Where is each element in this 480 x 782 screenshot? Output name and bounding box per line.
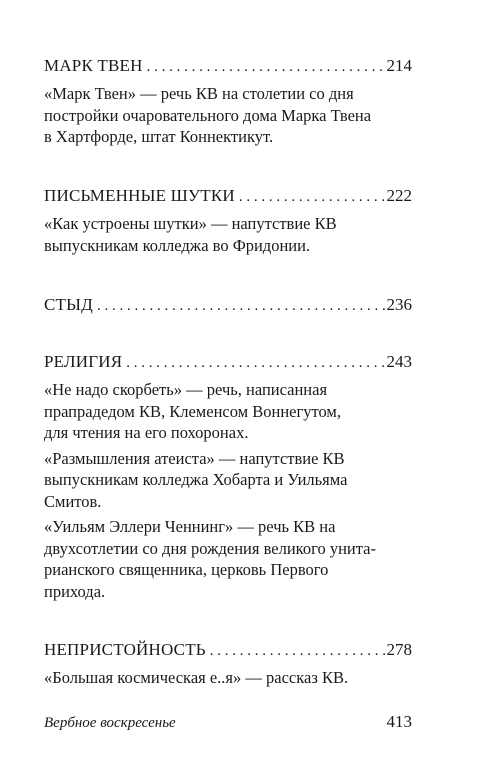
description-line: для чтения на его похоронах.: [44, 423, 249, 442]
toc-heading: [44, 352, 412, 372]
toc-description: [44, 667, 412, 689]
description-line: выпускникам колледжа Хобарта и Уильяма: [44, 470, 348, 489]
toc-page-number: 236: [386, 295, 412, 314]
toc-title: РЕЛИГИЯ: [44, 352, 123, 371]
dot-leader: [239, 187, 385, 207]
toc-description: [44, 379, 412, 602]
toc-title: НЕПРИСТОЙНОСТЬ: [44, 640, 206, 659]
description-line: «Не надо скорбеть» — речь, написанная: [44, 380, 328, 399]
description-line: «Уильям Эллери Ченнинг» — речь КВ на: [44, 517, 336, 536]
toc-description: [44, 213, 412, 256]
toc-heading: [44, 640, 412, 660]
description-line: Смитов.: [44, 491, 102, 511]
toc-page-number: 214: [386, 56, 412, 75]
toc-title: МАРК ТВЕН: [44, 56, 143, 75]
toc-title: ПИСЬМЕННЫЕ ШУТКИ: [44, 186, 235, 205]
toc-entry-shame: [44, 295, 412, 315]
running-title: Вербное воскресенье: [44, 715, 176, 731]
page-number: 413: [386, 712, 412, 731]
description-line: «Большая космическая е..я» — рассказ КВ.: [44, 668, 349, 687]
page-footer: [44, 712, 412, 732]
description-paragraph: [44, 516, 412, 602]
contents-page: [44, 0, 412, 782]
toc-page-number: 243: [386, 352, 412, 371]
toc-entry-religion: [44, 352, 412, 606]
description-line: выпускникам колледжа во Фридонии.: [44, 235, 311, 255]
toc-heading: [44, 56, 412, 76]
description-line: двухсотлетии со дня рождения великого унита-: [44, 538, 376, 558]
dot-leader: [126, 353, 384, 373]
description-line: постройки очаровательного дома Марка Твена: [44, 105, 372, 125]
description-paragraph: [44, 448, 412, 513]
description-paragraph: [44, 667, 412, 689]
description-paragraph: [44, 213, 412, 256]
description-line: прихода.: [44, 581, 106, 601]
toc-heading: [44, 186, 412, 206]
toc-page-number: 278: [386, 640, 412, 659]
description-line: «Как устроены шутки» — напутствие КВ: [44, 214, 337, 233]
toc-heading: [44, 295, 412, 315]
toc-description: [44, 83, 412, 148]
description-line: «Размышления атеиста» — напутствие КВ: [44, 448, 345, 468]
description-line: рианского священника, церковь Первого: [44, 560, 329, 579]
description-line: «Марк Твен» — речь КВ на столетии со дня: [44, 84, 354, 103]
toc-entry-written-jokes: [44, 186, 412, 260]
dot-leader: [97, 296, 385, 316]
toc-entry-mark-twain: [44, 56, 412, 152]
dot-leader: [147, 57, 385, 77]
description-paragraph: [44, 379, 412, 444]
toc-page-number: 222: [386, 186, 412, 205]
description-line: в Хартфорде, штат Коннектикут.: [44, 127, 274, 146]
toc-title: СТЫД: [44, 295, 93, 314]
description-line: прапрадедом КВ, Клеменсом Воннегутом,: [44, 401, 341, 421]
description-paragraph: [44, 83, 412, 148]
dot-leader: [210, 641, 385, 661]
toc-entry-obscenity: [44, 640, 412, 693]
